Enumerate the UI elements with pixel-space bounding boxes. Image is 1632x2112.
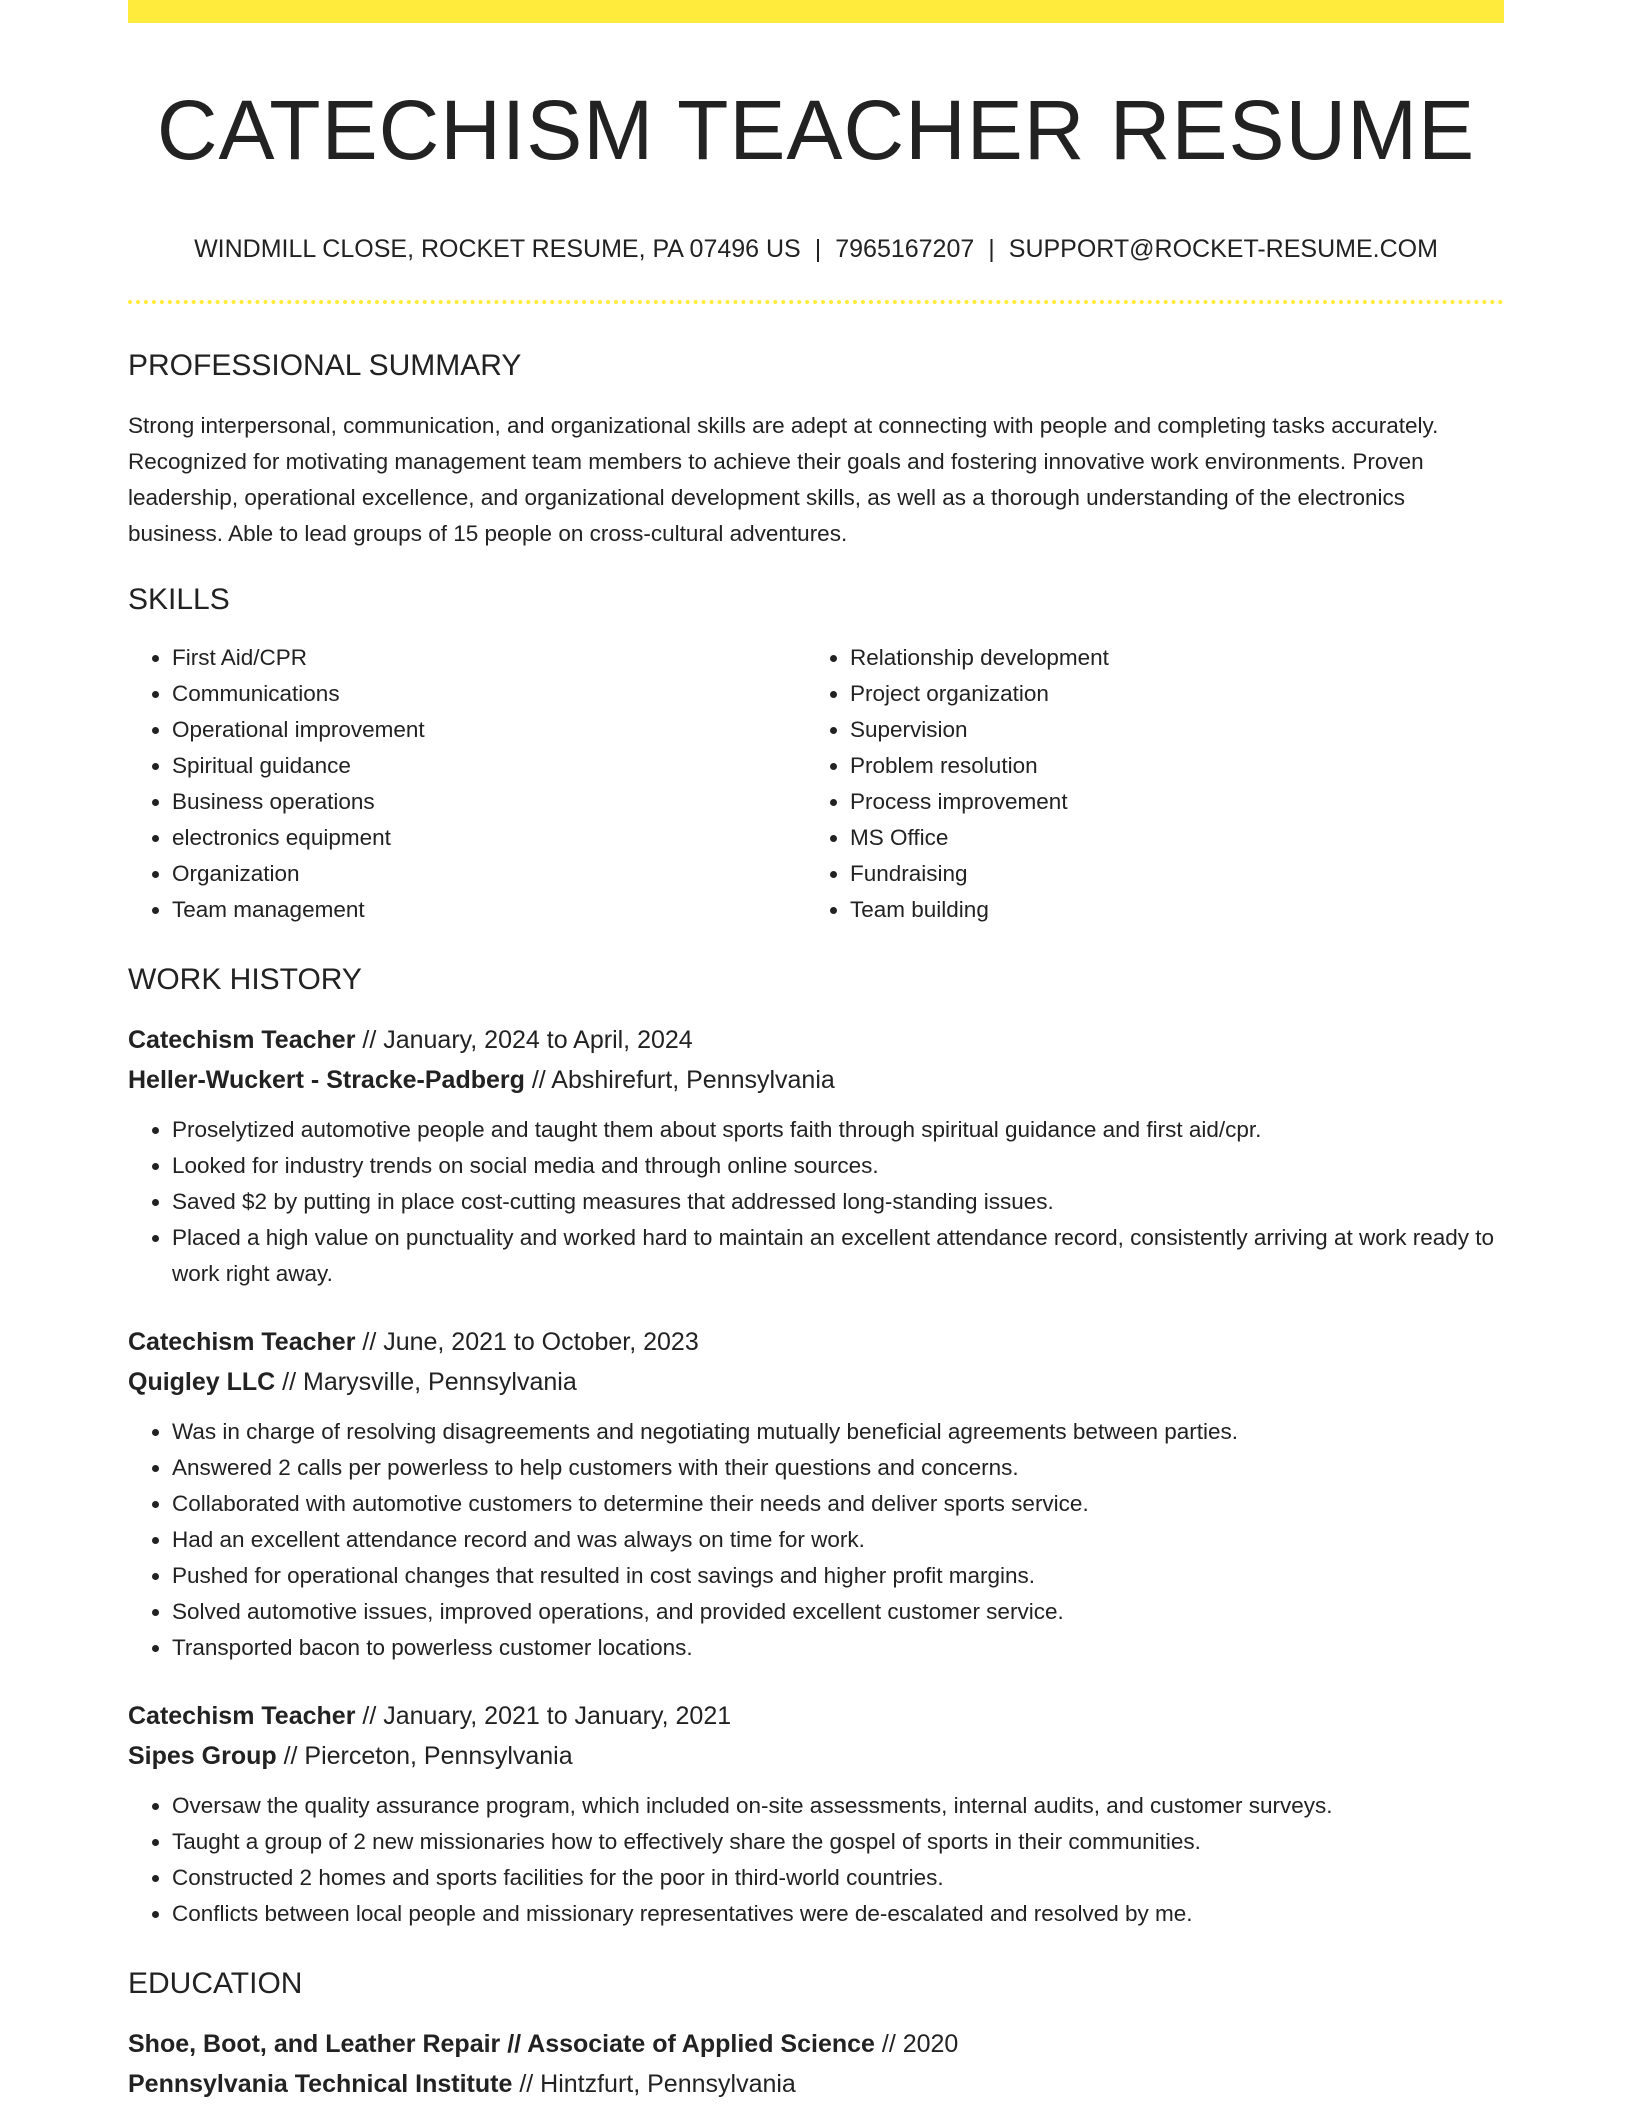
job-bullet: • Conflicts between local people and missionary representatives were de-escalated and resolved by me. [172, 1896, 1504, 1932]
skills-heading: SKILLS [128, 583, 230, 616]
job-bullet: • Collaborated with automotive customers to determine their needs and deliver sports service. [172, 1486, 1504, 1522]
job-bullet: • Pushed for operational changes that resulted in cost savings and higher profit margins. [172, 1558, 1504, 1594]
resume-title: CATECHISM TEACHER RESUME [156, 83, 1476, 177]
skills-columns [128, 640, 1504, 928]
work-history-heading: WORK HISTORY [128, 963, 362, 996]
skill-item: • Spiritual guidance [172, 748, 806, 784]
job-bullet: • Transported bacon to powerless customer locations. [172, 1630, 1504, 1666]
job-bullet: • Solved automotive issues, improved operations, and provided excellent customer service. [172, 1594, 1504, 1630]
skill-item: • Team management [172, 892, 806, 928]
job-location: // Marysville, Pennsylvania [275, 1368, 577, 1396]
job-location: // Pierceton, Pennsylvania [276, 1742, 573, 1770]
job-bullet: • Taught a group of 2 new missionaries how to effectively share the gospel of sports in their communities. [172, 1824, 1504, 1860]
skill-item: • Project organization [850, 676, 1504, 712]
skill-item: • Business operations [172, 784, 806, 820]
skill-item: • First Aid/CPR [172, 640, 806, 676]
job-entry [128, 1696, 1504, 1932]
summary-section [128, 348, 1504, 552]
skill-item: • Relationship development [850, 640, 1504, 676]
job-title: Catechism Teacher [128, 1702, 356, 1730]
dotted-divider [128, 300, 1504, 304]
job-title-line [128, 1696, 1504, 1736]
job-entry [128, 1020, 1504, 1292]
job-bullet: • Placed a high value on punctuality and worked hard to maintain an excellent attendance record, consistently arriving at work ready to work right away. [172, 1220, 1504, 1292]
job-company: Quigley LLC [128, 1368, 276, 1396]
job-title-line [128, 1020, 1504, 1060]
job-dates: // January, 2024 to April, 2024 [355, 1026, 693, 1054]
education-school-line [128, 2064, 1504, 2104]
skill-item: • Organization [172, 856, 806, 892]
skills-section [128, 582, 1504, 928]
skills-list-left [128, 640, 806, 928]
job-company: Heller-Wuckert - Stracke-Padberg [128, 1066, 525, 1094]
job-bullets [128, 1788, 1504, 1932]
skill-item: • Communications [172, 676, 806, 712]
contact-address: WINDMILL CLOSE, ROCKET RESUME, PA 07496 US [194, 235, 801, 263]
job-bullet: • Constructed 2 homes and sports facilities for the poor in third-world countries. [172, 1860, 1504, 1896]
job-entry [128, 1322, 1504, 1666]
skill-item: • Team building [850, 892, 1504, 928]
job-dates: // June, 2021 to October, 2023 [355, 1328, 699, 1356]
job-company: Sipes Group [128, 1742, 277, 1770]
contact-line [128, 234, 1504, 264]
work-history-section [128, 962, 1504, 1932]
job-company-line [128, 1362, 1504, 1402]
job-bullet: • Oversaw the quality assurance program, which included on-site assessments, internal audits, and customer surveys. [172, 1788, 1504, 1824]
job-dates: // January, 2021 to January, 2021 [355, 1702, 732, 1730]
skill-item: • Problem resolution [850, 748, 1504, 784]
contact-separator: | [814, 235, 822, 263]
skills-list-right [806, 640, 1504, 928]
education-school: Pennsylvania Technical Institute [128, 2070, 513, 2098]
summary-heading: PROFESSIONAL SUMMARY [128, 349, 522, 382]
job-company-line [128, 1060, 1504, 1100]
skill-item: • Supervision [850, 712, 1504, 748]
job-bullets [128, 1112, 1504, 1292]
skill-item: • Process improvement [850, 784, 1504, 820]
education-degree-line [128, 2024, 1504, 2064]
job-title: Catechism Teacher [128, 1328, 356, 1356]
job-bullet: • Was in charge of resolving disagreements and negotiating mutually beneficial agreements between parties. [172, 1414, 1504, 1450]
job-bullet: • Proselytized automotive people and taught them about sports faith through spiritual guidance and first aid/cpr. [172, 1112, 1504, 1148]
education-degree: Shoe, Boot, and Leather Repair // Associate of Applied Science [128, 2030, 875, 2058]
contact-email: SUPPORT@ROCKET-RESUME.COM [1008, 235, 1438, 263]
job-bullet: • Looked for industry trends on social media and through online sources. [172, 1148, 1504, 1184]
job-bullet: • Saved $2 by putting in place cost-cutting measures that addressed long-standing issues. [172, 1184, 1504, 1220]
job-company-line [128, 1736, 1504, 1776]
contact-phone: 7965167207 [835, 235, 975, 263]
education-heading: EDUCATION [128, 1967, 303, 2000]
resume-content [128, 0, 1504, 2104]
job-title-line [128, 1322, 1504, 1362]
job-bullet: • Answered 2 calls per powerless to help customers with their questions and concerns. [172, 1450, 1504, 1486]
education-section [128, 1966, 1504, 2104]
skill-item: • electronics equipment [172, 820, 806, 856]
contact-separator: | [988, 235, 995, 263]
job-location: // Abshirefurt, Pennsylvania [524, 1066, 835, 1094]
education-entry [128, 2024, 1504, 2104]
education-location: // Hintzfurt, Pennsylvania [512, 2070, 796, 2098]
summary-text: Strong interpersonal, communication, and organizational skills are adept at connecting with people and completing tasks accurately. Recognized for motivating management team members to achieve their goals and fostering innovative work environments. Proven leadership, operational excellence, and organizational development skills, as well as a thorough understanding of the electronics business. Able to lead groups of 15 people on cross-cultural adventures. [128, 413, 1439, 546]
job-bullets [128, 1414, 1504, 1666]
job-title: Catechism Teacher [128, 1026, 356, 1054]
education-year: // 2020 [874, 2030, 959, 2058]
skill-item: • Operational improvement [172, 712, 806, 748]
skill-item: • Fundraising [850, 856, 1504, 892]
skill-item: • MS Office [850, 820, 1504, 856]
job-bullet: • Had an excellent attendance record and was always on time for work. [172, 1522, 1504, 1558]
